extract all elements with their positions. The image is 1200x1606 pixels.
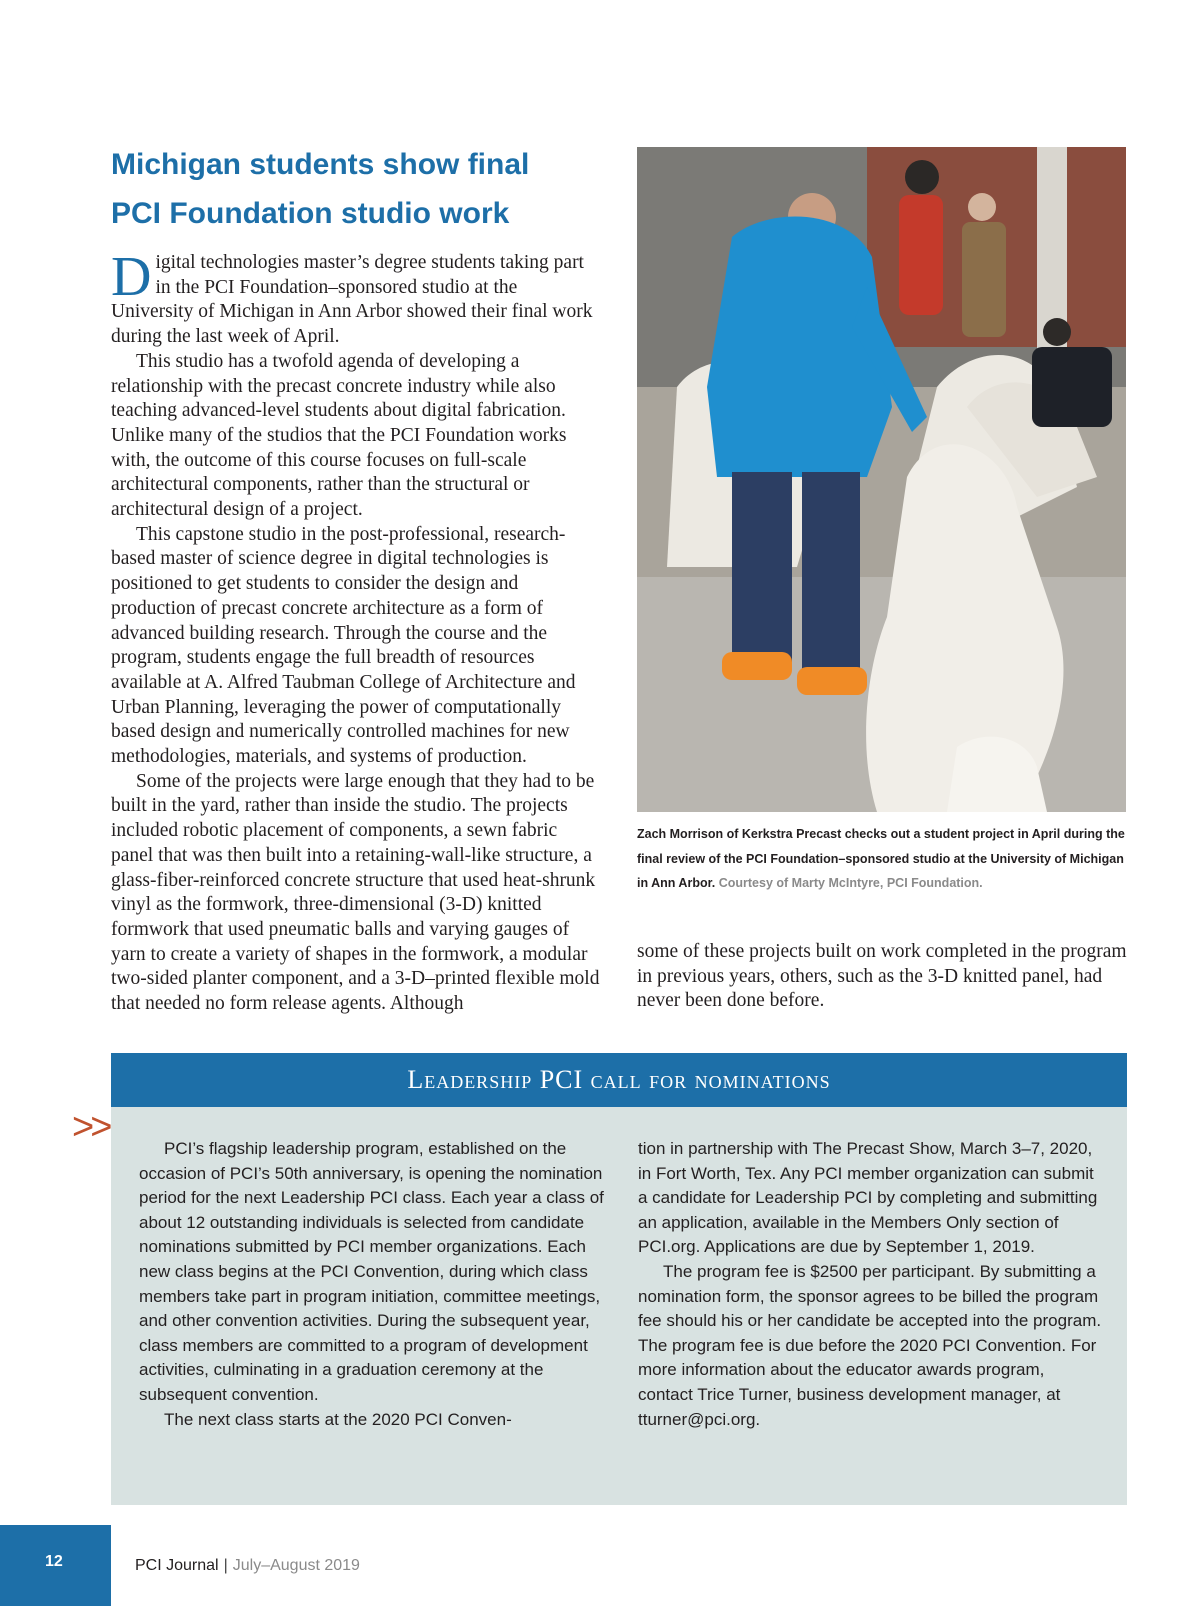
sidebar-paragraph-1: PCI’s flagship leadership program, established on the occasion of PCI’s 50th anniversary, is opening the nomination period for the next Leadership PCI class. Each year a class of about 12 outstanding individuals is selected from candidate nominations submitted by PCI member organizations. Each new class begins at the PCI Convention, during which class members take part in program initiation, committee meetings, and other convention activities. During the subsequent year, class members are committed to a program of development activities, culminating in a graduation ceremony at the subsequent convention.: [139, 1139, 604, 1404]
chevron-marker-icon: >>: [72, 1106, 109, 1148]
journal-name: PCI Journal: [135, 1557, 219, 1574]
article-paragraph-3: This capstone studio in the post-professional, research-based master of science degree in digital technologies is positioned to get students to consider the design and production of precast concrete architecture as a form of advanced building research. Through the course and the program, students engage the full breadth of resources available at A. Alfred Taubman College of Architecture and Urban Planning, leveraging the power of computationally based design and numerically controlled machines for new methodologies, materials, and systems of production.: [111, 523, 576, 768]
caption-text: Zach Morrison of Kerkstra Precast checks out a student project in April during the final review of the PCI Foundation–sponsored studio at the University of Michigan in Ann Arbor.: [637, 827, 1125, 891]
footer-separator: |: [223, 1557, 228, 1574]
sidebar-paragraph-2: The next class starts at the 2020 PCI Conven-: [164, 1409, 512, 1429]
article-column-right: [637, 940, 1132, 1014]
page-number: 12: [45, 1553, 63, 1570]
sidebar-paragraph-3: The program fee is $2500 per participant. By submitting a nomination form, the sponsor agrees to be billed the program fee should his or her candidate be accepted into the program. The program fee is due before the 2020 PCI Convention. For more information about the educator awards program, contact Trice Turner, business development manager, at tturner@pci.org.: [638, 1261, 1102, 1429]
article-paragraph-4: Some of the projects were large enough that they had to be built in the yard, rather than inside the studio. The projects included robotic placement of components, a sewn fabric panel that was then built into a retaining-wall-like structure, a glass-fiber-reinforced concrete structure that used heat-shrunk vinyl as the formwork, three-dimensional (3-D) knitted formwork that used pneumatic balls and varying gauges of yarn to create a variety of shapes in the formwork, a modular two-sided planter component, and a 3-D–printed flexible mold that needed no form release agents. Although: [111, 770, 600, 1015]
article-photo: [637, 147, 1126, 812]
photo-illustration: [637, 147, 1126, 812]
headline-line-1: Michigan students show final: [111, 148, 530, 181]
photo-credit: Courtesy of Marty McIntyre, PCI Foundation.: [718, 876, 983, 891]
article-column-left: [111, 246, 601, 1017]
headline-line-2: PCI Foundation studio work: [111, 197, 510, 230]
sidebar-column-right: [638, 1137, 1103, 1432]
sidebar-title: Leadership PCI call for nominations: [111, 1053, 1127, 1107]
page-footer: [135, 1557, 360, 1575]
article-paragraph-4-continued: some of these projects built on work completed in the program in previous years, others, such as the 3-D knitted panel, had never been done before.: [637, 941, 1127, 1012]
article-paragraph-1: [111, 246, 601, 350]
paragraph-1-text: igital technologies master’s degree students taking part in the PCI Foundation–sponsored studio at the University of Michigan in Ann Arbor showed their final work during the last week of April.: [111, 252, 593, 348]
page-number-box: [0, 1525, 111, 1606]
drop-cap: D: [111, 246, 152, 308]
leadership-sidebar: [111, 1053, 1127, 1505]
sidebar-column-left: [139, 1137, 614, 1432]
issue-date: July–August 2019: [232, 1557, 360, 1574]
photo-caption: [637, 822, 1126, 896]
sidebar-paragraph-2-continued: tion in partnership with The Precast Show, March 3–7, 2020, in Fort Worth, Tex. Any PCI member organization can submit a candidate for Leadership PCI by completing and submitting an application, available in the Members Only section of PCI.org. Applications are due by September 1, 2019.: [638, 1139, 1098, 1257]
article-headline: [111, 140, 591, 238]
article-paragraph-2: This studio has a twofold agenda of developing a relationship with the precast concrete industry while also teaching advanced-level students about digital fabrication. Unlike many of the studios that the PCI Foundation works with, the outcome of this course focuses on full-scale architectural components, rather than the structural or architectural design of a project.: [111, 350, 567, 521]
